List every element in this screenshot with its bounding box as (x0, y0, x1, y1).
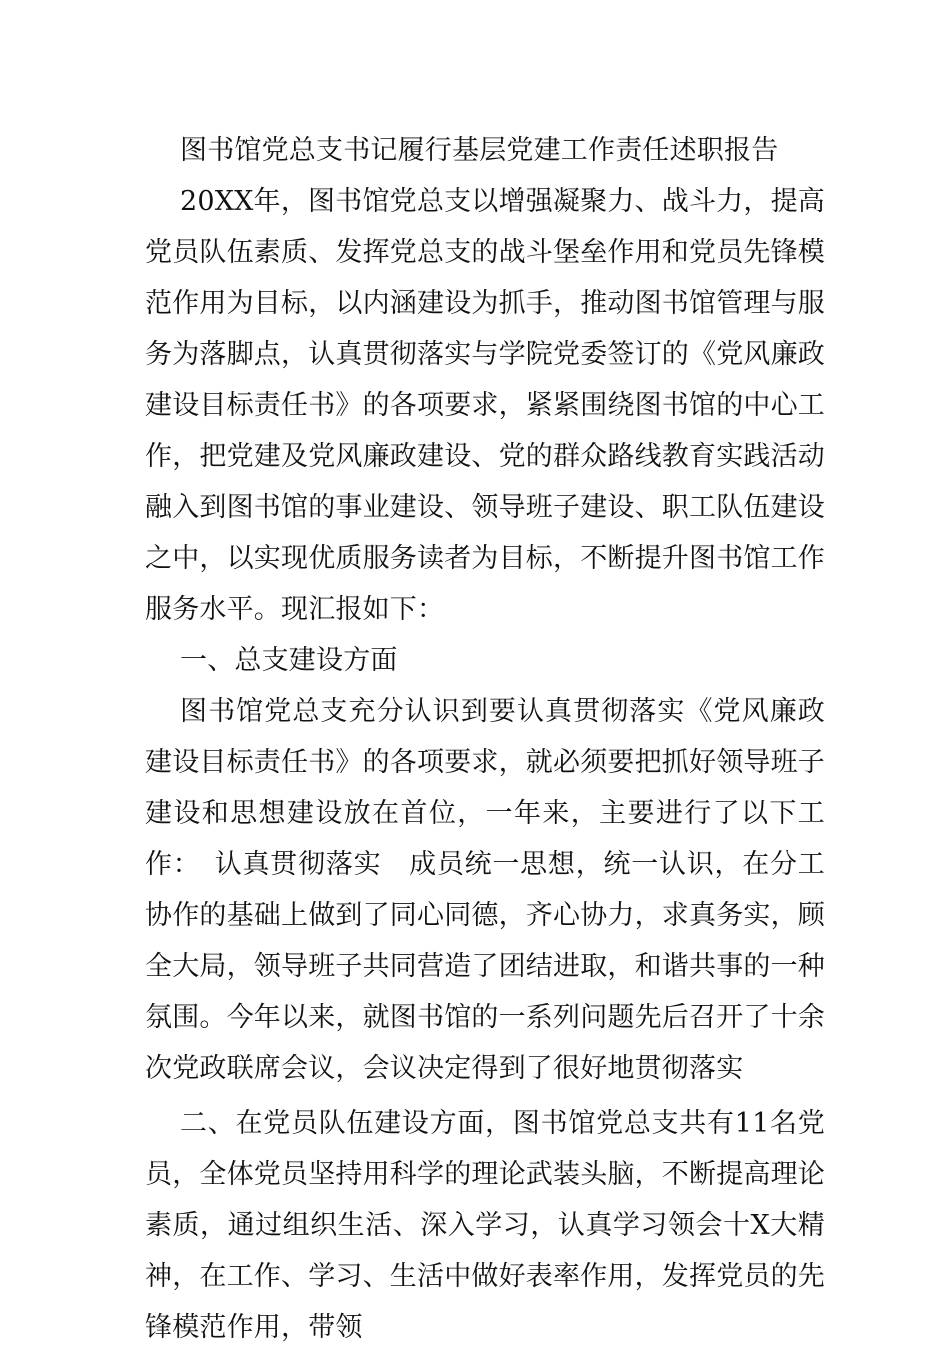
intro-paragraph: 20XX年，图书馆党总支以增强凝聚力、战斗力，提高党员队伍素质、发挥党总支的战斗堡垒作用和党员先锋模范作用为目标，以内涵建设为抓手，推动图书馆管理与服务为落脚点，认真贯彻落实与学院党委签订的《党风廉政建设目标责任书》的各项要求，紧紧围绕图书馆的中心工作，把党建及党风廉政建设、党的群众路线教育实践活动融入到图书馆的事业建设、领导班子建设、职工队伍建设之中，以实现优质服务读者为目标，不断提升图书馆工作服务水平。现汇报如下： (145, 186, 825, 625)
section-2-paragraph: 二、在党员队伍建设方面，图书馆党总支共有11名党员，全体党员坚持用科学的理论武装头脑，不断提高理论素质，通过组织生活、深入学习，认真学习领会十X大精神，在工作、学习、生活中做好表率作用，发挥党员的先锋模范作用，带领 (145, 1108, 825, 1343)
document-title: 图书馆党总支书记履行基层党建工作责任述职报告 (180, 135, 779, 166)
document-body (145, 125, 825, 1353)
section-1-paragraph: 图书馆党总支充分认识到要认真贯彻落实《党风廉政建设目标责任书》的各项要求，就必须要把抓好领导班子建设和思想建设放在首位，一年来，主要进行了以下工作： 认真贯彻落实 成员统一思想，统一认识，在分工协作的基础上做到了同心同德，齐心协力，求真务实，顾全大局，领导班子共同营造了团结进取，和谐共事的一种氛围。今年以来，就图书馆的一系列问题先后召开了十余次党政联席会议，会议决定得到了很好地贯彻落实 (145, 696, 825, 1084)
section-heading-1: 一、总支建设方面 (180, 645, 398, 676)
